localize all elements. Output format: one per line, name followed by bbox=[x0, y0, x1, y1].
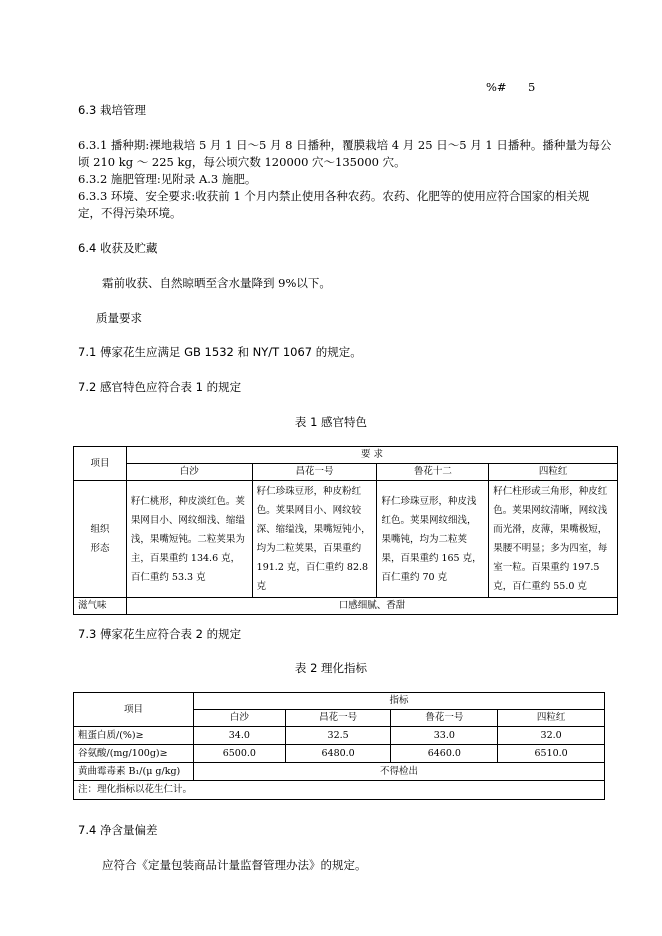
section-6-3-2: 6.3.2 施肥管理:见附录 A.3 施肥。 bbox=[78, 172, 257, 186]
table2-row-label: 粗蛋白质/(%)≥ bbox=[74, 727, 194, 745]
table1-caption: 表 1 感官特色 bbox=[294, 415, 368, 429]
page-number: 5 bbox=[528, 80, 536, 94]
table2-cell: 6460.0 bbox=[391, 745, 498, 763]
section-7-title: 质量要求 bbox=[96, 311, 142, 325]
table2-cell: 32.0 bbox=[498, 727, 605, 745]
table2-variety: 四粒红 bbox=[498, 710, 605, 727]
section-7-4-title: 7.4 净含量偏差 bbox=[78, 823, 158, 837]
section-7-4-body: 应符合《定量包装商品计量监督管理办法》的规定。 bbox=[102, 858, 367, 872]
table1-variety: 白沙 bbox=[126, 464, 252, 481]
table2-row-label: 谷氨酸/(mg/100g)≥ bbox=[74, 745, 194, 763]
table2 bbox=[73, 692, 605, 800]
table1-row1-cell: 籽仁珍珠豆形，种皮浅红色。荚果网纹细浅，果嘴钝，均为二粒荚果，百果重约 165 克，百仁重约 70 克 bbox=[377, 481, 489, 598]
section-6-3-1-line1: 6.3.1 播种期:裸地栽培 5 月 1 日～5 月 8 日播种，覆膜栽培 4 月 25 日～5 月 1 日播种。播种量为每公 bbox=[78, 138, 612, 152]
table2-variety: 昌花一号 bbox=[285, 710, 391, 727]
table1-variety: 四粒红 bbox=[489, 464, 618, 481]
table2-item-header: 项目 bbox=[74, 693, 194, 727]
table2-variety: 白沙 bbox=[193, 710, 285, 727]
table2-aflatoxin-label: 黄曲霉毒素 B₁/(μ g/kg) bbox=[74, 763, 194, 781]
table1-req-header: 要 求 bbox=[126, 447, 617, 464]
table2-cell: 33.0 bbox=[391, 727, 498, 745]
table1 bbox=[73, 446, 618, 615]
table2-aflatoxin-value: 不得检出 bbox=[193, 763, 604, 781]
table1-item-header: 项目 bbox=[74, 447, 127, 481]
table1-row1-label: 组织 形态 bbox=[74, 481, 127, 598]
table1-row2-label: 滋气味 bbox=[74, 598, 127, 615]
table2-index-header: 指标 bbox=[193, 693, 604, 710]
table2-cell: 6510.0 bbox=[498, 745, 605, 763]
table2-cell: 34.0 bbox=[193, 727, 285, 745]
table2-cell: 6480.0 bbox=[285, 745, 391, 763]
table2-note: 注：理化指标以花生仁计。 bbox=[74, 781, 605, 800]
table1-row1-cell: 籽仁桃形，种皮淡红色。荚果网目小、网纹细浅、缩缢浅，果嘴短钝。二粒荚果为主，百果重约 134.6 克，百仁重约 53.3 克 bbox=[126, 481, 252, 598]
section-6-3-title: 6.3 栽培管理 bbox=[78, 103, 146, 117]
table2-variety: 鲁花一号 bbox=[391, 710, 498, 727]
section-7-3: 7.3 傅家花生应符合表 2 的规定 bbox=[78, 627, 242, 641]
table1-row2-value: 口感细腻、香甜 bbox=[126, 598, 617, 615]
header-mark: %# bbox=[486, 80, 507, 94]
section-6-3-3-line2: 定，不得污染环境。 bbox=[78, 206, 182, 220]
table1-row1-cell: 籽仁珍珠豆形，种皮粉红色。荚果网目小、网纹较深、缩缢浅，果嘴短钝小，均为二粒荚果，百果重约 191.2 克，百仁重约 82.8 克 bbox=[252, 481, 377, 598]
section-6-4-body: 霜前收获、自然晾晒至含水量降到 9%以下。 bbox=[102, 276, 331, 290]
table2-caption: 表 2 理化指标 bbox=[294, 661, 368, 675]
table1-variety: 鲁花十二 bbox=[377, 464, 489, 481]
table2-cell: 32.5 bbox=[285, 727, 391, 745]
section-6-3-3-line1: 6.3.3 环境、安全要求:收获前 1 个月内禁止使用各种农药。农药、化肥等的使用应符合国家的相关规 bbox=[78, 189, 590, 203]
section-6-4-title: 6.4 收获及贮藏 bbox=[78, 241, 158, 255]
section-7-2: 7.2 感官特色应符合表 1 的规定 bbox=[78, 380, 242, 394]
table1-variety: 昌花一号 bbox=[252, 464, 377, 481]
table1-row1-cell: 籽仁柱形或三角形，种皮红色。荚果网纹清晰，网纹浅而光滑，皮薄，果嘴极短，果腰不明显；多为四室，每室一粒。百果重约 197.5 克，百仁重约 55.0 克 bbox=[489, 481, 618, 598]
table2-cell: 6500.0 bbox=[193, 745, 285, 763]
section-6-3-1-line2: 顷 210 kg ～ 225 kg，每公顷穴数 120000 穴～135000 穴。 bbox=[78, 155, 406, 169]
section-7-1: 7.1 傅家花生应满足 GB 1532 和 NY/T 1067 的规定。 bbox=[78, 345, 362, 359]
